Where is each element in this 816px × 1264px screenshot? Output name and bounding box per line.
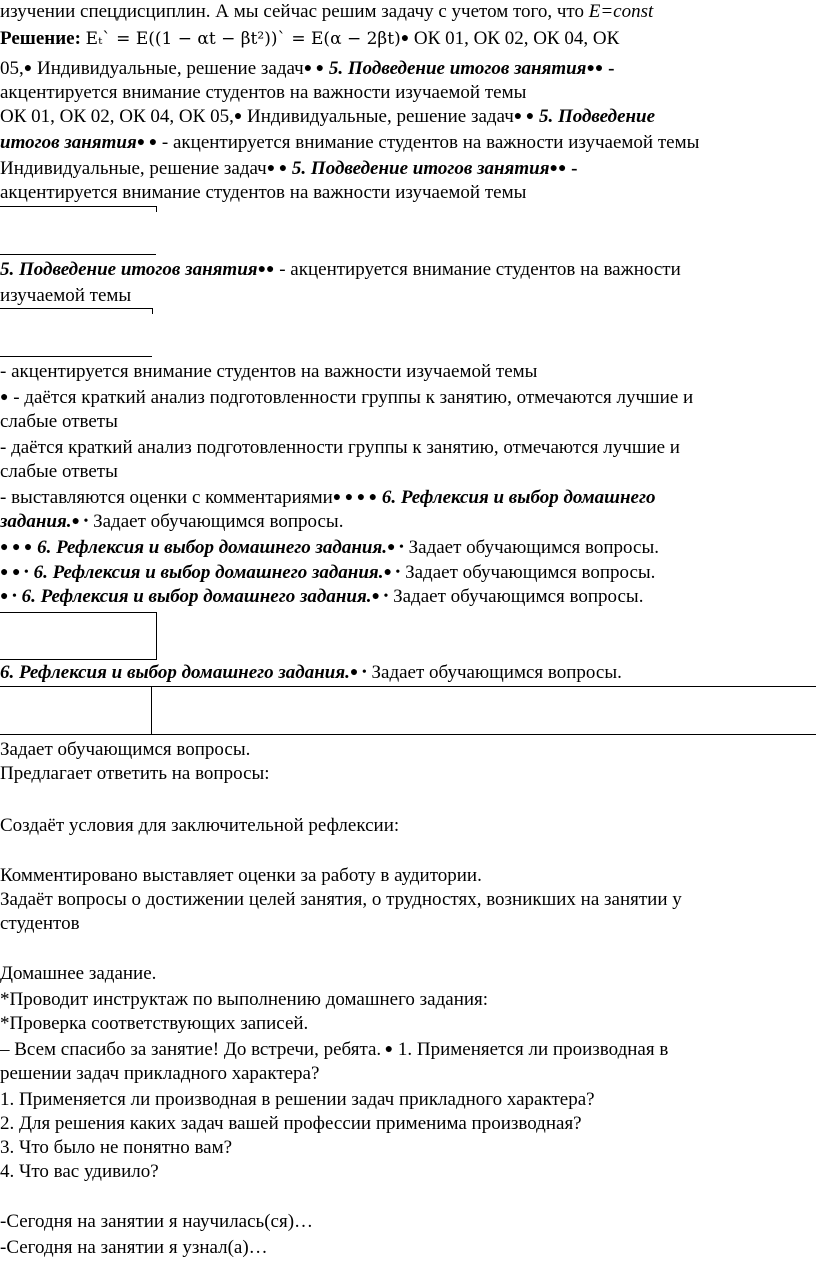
doc-line bbox=[0, 0, 653, 24]
text-run: студентов bbox=[0, 913, 80, 934]
bullet-icon: ● ● ● bbox=[0, 540, 33, 555]
section-heading: 5. Подведение итогов занятия bbox=[287, 158, 550, 179]
doc-line bbox=[0, 157, 577, 183]
text-run: Предлагает ответить на вопросы: bbox=[0, 763, 270, 784]
doc-line bbox=[0, 1062, 319, 1086]
text-run: Создаёт условия для заключительной рефлексии: bbox=[0, 815, 400, 836]
section-heading: 6. Рефлексия и выбор домашнего задания. bbox=[0, 662, 350, 683]
bullet-icon: ● ● bbox=[303, 61, 325, 76]
text-run: Задает обучающимся вопросы. bbox=[88, 511, 344, 532]
text-run: – Всем спасибо за занятие! До встречи, ребята. bbox=[0, 1039, 382, 1060]
bullet-icon: ●● bbox=[549, 161, 567, 176]
text-run: Домашнее задание. bbox=[0, 963, 157, 984]
text-run: - bbox=[566, 158, 578, 179]
text-run: - даётся краткий анализ подготовленности группы к занятию, отмечаются лучшие и bbox=[0, 437, 680, 458]
table-rule bbox=[0, 206, 156, 207]
text-run: Задаёт вопросы о достижении целей занятия, о трудностях, возникших на занятии у bbox=[0, 889, 682, 910]
doc-line bbox=[0, 1136, 232, 1160]
doc-line bbox=[0, 1088, 595, 1112]
doc-line bbox=[0, 962, 156, 986]
text-run: - bbox=[603, 58, 615, 79]
doc-line bbox=[0, 436, 680, 460]
text-run: -Сегодня на занятии я узнал(а)… bbox=[0, 1237, 268, 1258]
solution-line bbox=[0, 27, 619, 53]
text-run: 1. Применяется ли производная в bbox=[393, 1039, 669, 1060]
table-rule bbox=[0, 659, 156, 660]
doc-line bbox=[0, 258, 681, 284]
bullet-icon: ● ● ● ● bbox=[332, 490, 378, 505]
section-heading: 5. Подведение итогов занятия bbox=[0, 259, 258, 280]
formula: Eₜ` = E((1 − αt − βt²))` = E(α − 2βt) bbox=[85, 29, 401, 49]
table-rule bbox=[0, 612, 156, 613]
doc-line bbox=[0, 762, 270, 786]
doc-line bbox=[0, 360, 537, 384]
doc-line bbox=[0, 536, 659, 562]
text-run: изучаемой темы bbox=[0, 285, 132, 306]
bullet-icon: ● • bbox=[371, 589, 389, 604]
text-run: Задает обучающимся вопросы. bbox=[366, 662, 622, 683]
bullet-icon: ● • bbox=[387, 540, 404, 555]
table-rule bbox=[156, 206, 157, 212]
section-heading: 5. Подведение итогов занятия bbox=[324, 58, 587, 79]
doc-line bbox=[0, 131, 699, 157]
bullet-icon: ● ● • bbox=[0, 565, 29, 580]
text-run: Комментировано выставляет оценки за работу в аудитории. bbox=[0, 865, 482, 886]
doc-line bbox=[0, 510, 343, 536]
bullet-icon: ● • bbox=[349, 665, 367, 680]
section-heading: итогов занятия bbox=[0, 132, 137, 153]
doc-line bbox=[0, 410, 118, 434]
table-rule bbox=[152, 308, 153, 314]
doc-line bbox=[0, 988, 488, 1012]
text-run: - выставляются оценки с комментариями bbox=[0, 487, 333, 508]
text-run: - акцентируется внимание студентов на важности изучаемой темы bbox=[157, 132, 700, 153]
doc-line bbox=[0, 1038, 668, 1064]
section-heading: 6. Рефлексия и выбор домашнего задания. bbox=[16, 586, 372, 607]
text-run: акцентируется внимание студентов на важности изучаемой темы bbox=[0, 182, 527, 203]
text-run: ОК 01, ОК 02, ОК 04, ОК bbox=[409, 28, 620, 49]
table-rule bbox=[0, 356, 152, 357]
doc-line bbox=[0, 1160, 159, 1184]
text-run: - акцентируется внимание студентов на важности изучаемой темы bbox=[0, 361, 538, 382]
text-run: 2. Для решения каких задач вашей профессии применима производная? bbox=[0, 1113, 582, 1134]
section-heading: 6. Рефлексия и выбор домашнего задания. bbox=[32, 537, 388, 558]
section-heading: 5. Подведение bbox=[534, 106, 656, 127]
doc-line bbox=[0, 386, 693, 412]
text-run: слабые ответы bbox=[0, 411, 118, 432]
bullet-icon: ● bbox=[381, 1042, 394, 1057]
bullet-icon: ●● bbox=[586, 61, 604, 76]
bullet-icon: ● ● bbox=[513, 109, 535, 124]
text-run: *Проводит инструктаж по выполнению домашнего задания: bbox=[0, 989, 489, 1010]
doc-line bbox=[0, 814, 399, 838]
doc-line bbox=[0, 1236, 268, 1260]
doc-line bbox=[0, 486, 656, 512]
doc-line bbox=[0, 1112, 582, 1136]
text-run: акцентируется внимание студентов на важности изучаемой темы bbox=[0, 82, 527, 103]
bullet-icon: ●● bbox=[257, 262, 275, 277]
text-run: Индивидуальные, решение задач bbox=[0, 158, 267, 179]
bullet-icon: ● • bbox=[71, 514, 89, 529]
doc-line bbox=[0, 181, 526, 205]
bullet-icon: ● • bbox=[383, 565, 401, 580]
text-run: ОК 01, ОК 02, ОК 04, ОК 05, bbox=[0, 106, 234, 127]
bullet-icon: ● ● bbox=[136, 135, 158, 150]
text-run: решении задач прикладного характера? bbox=[0, 1063, 320, 1084]
text-run: - акцентируется внимание студентов на важности bbox=[274, 259, 681, 280]
text-run: Задает обучающимся вопросы. bbox=[403, 537, 659, 558]
doc-line bbox=[0, 864, 482, 888]
section-heading: задания. bbox=[0, 511, 72, 532]
bullet-icon: ● bbox=[233, 109, 243, 124]
text-run: слабые ответы bbox=[0, 461, 118, 482]
table-rule bbox=[151, 686, 152, 734]
text-run: Индивидуальные, решение задач bbox=[32, 58, 304, 79]
bullet-icon: ● ● bbox=[266, 161, 288, 176]
doc-line bbox=[0, 561, 655, 587]
text-run: изучении спецдисциплин. А мы сейчас решим задачу с учетом того, что bbox=[0, 1, 589, 22]
bullet-icon: ● bbox=[400, 31, 410, 46]
bullet-icon: ● bbox=[23, 61, 33, 76]
doc-line bbox=[0, 1210, 313, 1234]
text-run: Индивидуальные, решение задач bbox=[242, 106, 514, 127]
doc-line bbox=[0, 105, 655, 131]
bullet-icon: ● bbox=[0, 390, 9, 405]
bullet-icon: ● • bbox=[0, 589, 17, 604]
section-heading: 6. Рефлексия и выбор домашнего задания. bbox=[28, 562, 384, 583]
doc-line bbox=[0, 738, 250, 762]
doc-line bbox=[0, 912, 80, 936]
section-heading: 6. Рефлексия и выбор домашнего bbox=[377, 487, 656, 508]
math-inline: E=const bbox=[588, 1, 654, 22]
table-rule bbox=[0, 734, 816, 735]
text-run: Задает обучающимся вопросы. bbox=[400, 562, 656, 583]
text-run: Задает обучающимся вопросы. bbox=[0, 739, 251, 760]
text-run: -Сегодня на занятии я научилась(ся)… bbox=[0, 1211, 314, 1232]
doc-line bbox=[0, 284, 131, 308]
text-run: 1. Применяется ли производная в решении задач прикладного характера? bbox=[0, 1089, 595, 1110]
doc-line bbox=[0, 57, 614, 83]
text-run: 3. Что было не понятно вам? bbox=[0, 1137, 233, 1158]
text-run: *Проверка соответствующих записей. bbox=[0, 1013, 309, 1034]
solution-label: Решение: bbox=[0, 28, 81, 49]
doc-line bbox=[0, 460, 118, 484]
text-run: Задает обучающимся вопросы. bbox=[388, 586, 644, 607]
table-rule bbox=[0, 686, 816, 687]
text-run: 05, bbox=[0, 58, 24, 79]
table-rule bbox=[0, 308, 152, 309]
table-rule bbox=[156, 612, 157, 660]
doc-line bbox=[0, 888, 682, 912]
text-run: - даётся краткий анализ подготовленности группы к занятию, отмечаются лучшие и bbox=[8, 387, 694, 408]
text-run: 4. Что вас удивило? bbox=[0, 1161, 159, 1182]
table-rule bbox=[0, 254, 156, 255]
doc-line bbox=[0, 661, 622, 687]
doc-line bbox=[0, 1012, 308, 1036]
doc-line bbox=[0, 81, 526, 105]
doc-line bbox=[0, 585, 643, 611]
